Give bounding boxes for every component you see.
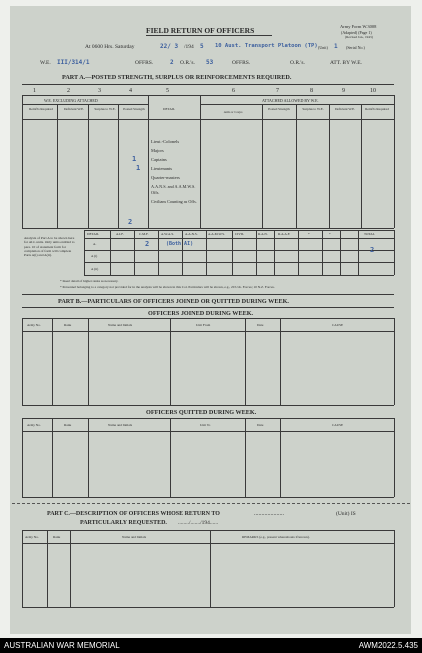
form-title: FIELD RETURN OF OFFICERS [146, 26, 255, 35]
quitted-col: Rank [64, 423, 72, 427]
rank-label: Captains [151, 157, 167, 162]
col-heading: Reinf'ts Required [29, 107, 53, 111]
footer-credit: AUSTRALIAN WAR MEMORIAL [4, 641, 120, 650]
col-number: 8 [310, 88, 313, 94]
rank-label: Majors [151, 148, 164, 153]
analysis-col: R.A.A.F. [278, 232, 291, 236]
title-underline [146, 35, 272, 36]
joined-col: Rank [64, 323, 72, 327]
col-number: 4 [129, 88, 132, 94]
col-number: 6 [232, 88, 235, 94]
part-c-title-line2: PARTICULARLY REQUESTED. [80, 520, 167, 526]
rank-label: Lieutenants [151, 166, 172, 171]
analysis-note: Analysis of Part A to be shown here for ALL units. Only units entitled to para. 10 of statement form for completion of form will complete Parts A(i) and A(ii). [24, 236, 75, 258]
part-c-title-line1: PART C.—DESCRIPTION OF OFFICERS WHOSE RETURN TO [47, 511, 220, 517]
col-heading: Surplus to W.E. [302, 107, 324, 111]
group-left-heading: W.E. EXCLUDING ATTACHED [44, 98, 98, 103]
col-number: 2 [67, 88, 70, 94]
part-c-date: ......../......./194...... [178, 520, 219, 526]
footnote-2: * Personnel belonging to a category not provided for in the analysis will be shown in this Col. Particulars will be shown, e.g., 20 U.K. Forces; 10 N.Z. Forces. [60, 285, 275, 289]
at-line-label: At 0600 Hrs. Saturday [85, 44, 135, 50]
detail-heading: DETAIL [163, 107, 175, 111]
col-number: 3 [98, 88, 101, 94]
awas-entry: (Both AI) [166, 241, 194, 247]
analysis-col: C.M.F. [139, 232, 149, 236]
col-heading: Posted Strength [268, 107, 290, 111]
joined-col: Name and Initials [108, 323, 133, 327]
unit-entry: 10 Aust. Transport Platoon (TP) [215, 43, 318, 49]
joined-col: CAUSE [332, 323, 344, 327]
analysis-col: A.W.A.S. [161, 232, 175, 236]
footnote-1: * Insert detail of higher ranks as necessary. [60, 279, 119, 283]
part-c-col: Name and Initials [122, 535, 147, 539]
analysis-col: CIVIL [235, 232, 245, 236]
quitted-col: Army No. [27, 423, 41, 427]
offrs-label: OFFRS. [135, 60, 154, 66]
col-heading: Deficient W.E. [334, 107, 356, 111]
form-revised: (Revised Jan., 1943) [345, 35, 373, 39]
analysis-row: A (ii) [91, 267, 99, 271]
analysis-col: R.A.N. [258, 232, 268, 236]
analysis-col: * [329, 232, 331, 236]
joined-col: Unit From [196, 323, 211, 327]
part-c-col: Army No. [25, 535, 39, 539]
total-entry: 2 [370, 246, 375, 254]
part-c-col: Rank [53, 535, 61, 539]
analysis-col: TOTAL [364, 232, 375, 236]
analysis-row: A (i) [91, 254, 98, 258]
quitted-col: Unit To [200, 423, 211, 427]
col-heading: Reinf'ts Required [365, 107, 389, 111]
form-reference: Army Form W.3008 [340, 24, 377, 29]
we-entry: III/314/1 [57, 59, 90, 66]
col-number: 1 [33, 88, 36, 94]
joined-col: Date [257, 323, 264, 327]
col-heading: Posted Strength [123, 107, 145, 111]
offrs-entry: 2 [170, 59, 174, 66]
perforation-line [12, 503, 410, 504]
col-number: 10 [370, 88, 376, 94]
rank-label: Lieut.-Colonels [151, 139, 180, 144]
rank-label: Civilians Counting as Offs. [151, 199, 197, 204]
unit-label: (Unit) [318, 45, 328, 50]
rank-label: A.A.N.S. and A.A.M.W.S. Offs. [151, 184, 196, 195]
att-by-we-label: ATT. BY W.E. [330, 60, 362, 66]
offrs-att-label: OFFRS. [232, 60, 251, 66]
date-entry: 22/ 3 [160, 43, 179, 50]
serial-entry: 1 [334, 43, 338, 50]
analysis-row: A. [93, 242, 97, 246]
footer-accession: AWM2022.5.435 [358, 641, 418, 650]
quitted-col: Name and Initials [108, 423, 133, 427]
col-heading: Arm or Corps [223, 110, 243, 114]
analysis-col: * [308, 232, 310, 236]
part-c-dots: .................... [254, 511, 284, 517]
col-number: 7 [276, 88, 279, 94]
part-c-unit-is: (Unit) IS [336, 511, 356, 517]
col-heading: Surplus to W.E. [94, 107, 116, 111]
joined-title: OFFICERS JOINED DURING WEEK. [148, 310, 254, 317]
quitted-col: CAUSE [332, 423, 344, 427]
joined-col: Army No. [27, 323, 41, 327]
quitted-col: Date [257, 423, 264, 427]
analysis-col: DETAIL [87, 232, 99, 236]
part-a-title: PART A.—POSTED STRENGTH, SURPLUS OR REINFORCEMENTS REQUIRED. [62, 74, 292, 81]
posted-lieutenants: 1 [136, 164, 141, 172]
part-b-title: PART B.—PARTICULARS OF OFFICERS JOINED OR QUITTED DURING WEEK. [58, 298, 289, 305]
col-number: 5 [166, 88, 169, 94]
footer-bar [0, 638, 422, 653]
ors-att-label: O.R.'s. [290, 60, 305, 66]
group-right-heading: ATTACHED ALLOWED BY W.E. [262, 98, 319, 103]
year-label: /194 [184, 44, 194, 50]
analysis-col: A.I.F. [116, 232, 124, 236]
col-number: 9 [342, 88, 345, 94]
ors-entry: 53 [206, 59, 214, 66]
ors-label: O.R.'s. [180, 60, 195, 66]
part-c-col: REMARKS (e.g., present whereabouts if known). [242, 535, 310, 539]
form-adapted: (Adapted) (Page 1) [341, 30, 372, 35]
posted-captains: 1 [132, 155, 137, 163]
analysis-col: A.A.N.S. [185, 232, 198, 236]
aif-entry: 2 [145, 240, 150, 248]
we-label: W.E. [40, 60, 51, 66]
rank-label: Quarter-masters [151, 175, 180, 180]
year-entry: 5 [200, 43, 204, 50]
serial-label: (Serial No.) [346, 45, 365, 50]
col-heading: Deficient W.E. [63, 107, 85, 111]
quitted-title: OFFICERS QUITTED DURING WEEK. [146, 409, 257, 416]
posted-total: 2 [128, 218, 133, 226]
analysis-col: A.A.M.W.S. [208, 232, 225, 236]
